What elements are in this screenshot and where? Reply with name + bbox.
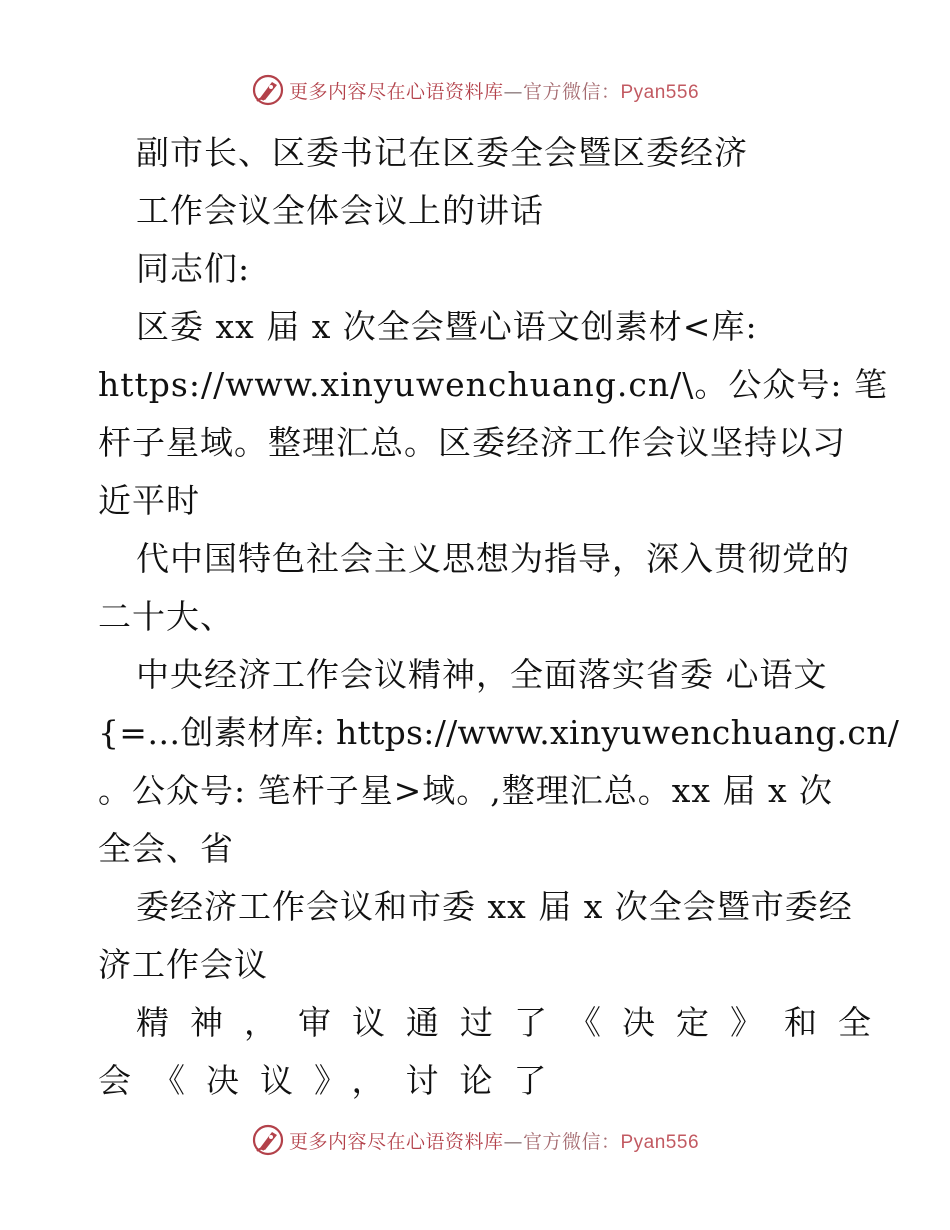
paragraph-line: 中央经济工作会议精神，全面落实省委 心语文 (136, 655, 828, 694)
paragraph-line: 委经济工作会议和市委 xx 届 x 次全会暨市委经 (136, 887, 853, 926)
watermark-text (289, 1127, 699, 1154)
watermark-main: 更多内容尽在心语资料库 (288, 1130, 504, 1153)
watermark-wechat-label: 官方微信： (522, 80, 621, 103)
paragraph-line: 会《决议》，讨论了 (98, 1061, 568, 1100)
paragraph-line: 。公众号: 笔杆子星>域。,整理汇总。xx 届 x 次 (98, 771, 834, 810)
paragraph-line: 代中国特色社会主义思想为指导，深入贯彻党的 (136, 539, 850, 578)
title-line-1: 副市长、区委书记在区委全会暨区委经济 (136, 133, 748, 172)
paragraph-line: {=…创素材库: https://www.xinyuwenchuang.cn/ (98, 713, 900, 752)
document-body (98, 124, 900, 1110)
paragraph-line: 区委 xx 届 x 次全会暨心语文创素材<库: (136, 307, 758, 346)
paragraph-line: 近平时 (98, 481, 200, 520)
pen-nib-logo-icon (251, 1123, 285, 1157)
watermark-separator: — (503, 80, 523, 103)
paragraph-line: https://www.xinyuwenchuang.cn/\。公众号: 笔 (98, 365, 888, 404)
title-line-2: 工作会议全体会议上的讲话 (136, 191, 544, 230)
paragraph-line: 杆子星域。整理汇总。区委经济工作会议坚持以习 (98, 423, 846, 462)
paragraph-line: 济工作会议 (98, 945, 268, 984)
paragraph-line: 全会、省 (98, 829, 234, 868)
watermark-separator: — (503, 1130, 523, 1153)
watermark-wechat-id: Pyan556 (620, 1131, 700, 1153)
watermark-wechat-label: 官方微信： (522, 1130, 621, 1153)
salutation: 同志们: (136, 249, 251, 288)
watermark-main: 更多内容尽在心语资料库 (288, 80, 504, 103)
footer-watermark-banner (0, 1120, 950, 1160)
paragraph-line: 精神，审议通过了《决定》和全 (136, 1003, 892, 1042)
header-watermark-banner (0, 70, 950, 110)
watermark-text (289, 77, 699, 104)
pen-nib-logo-icon (251, 73, 285, 107)
watermark-wechat-id: Pyan556 (620, 81, 700, 103)
paragraph-line: 二十大、 (98, 597, 234, 636)
